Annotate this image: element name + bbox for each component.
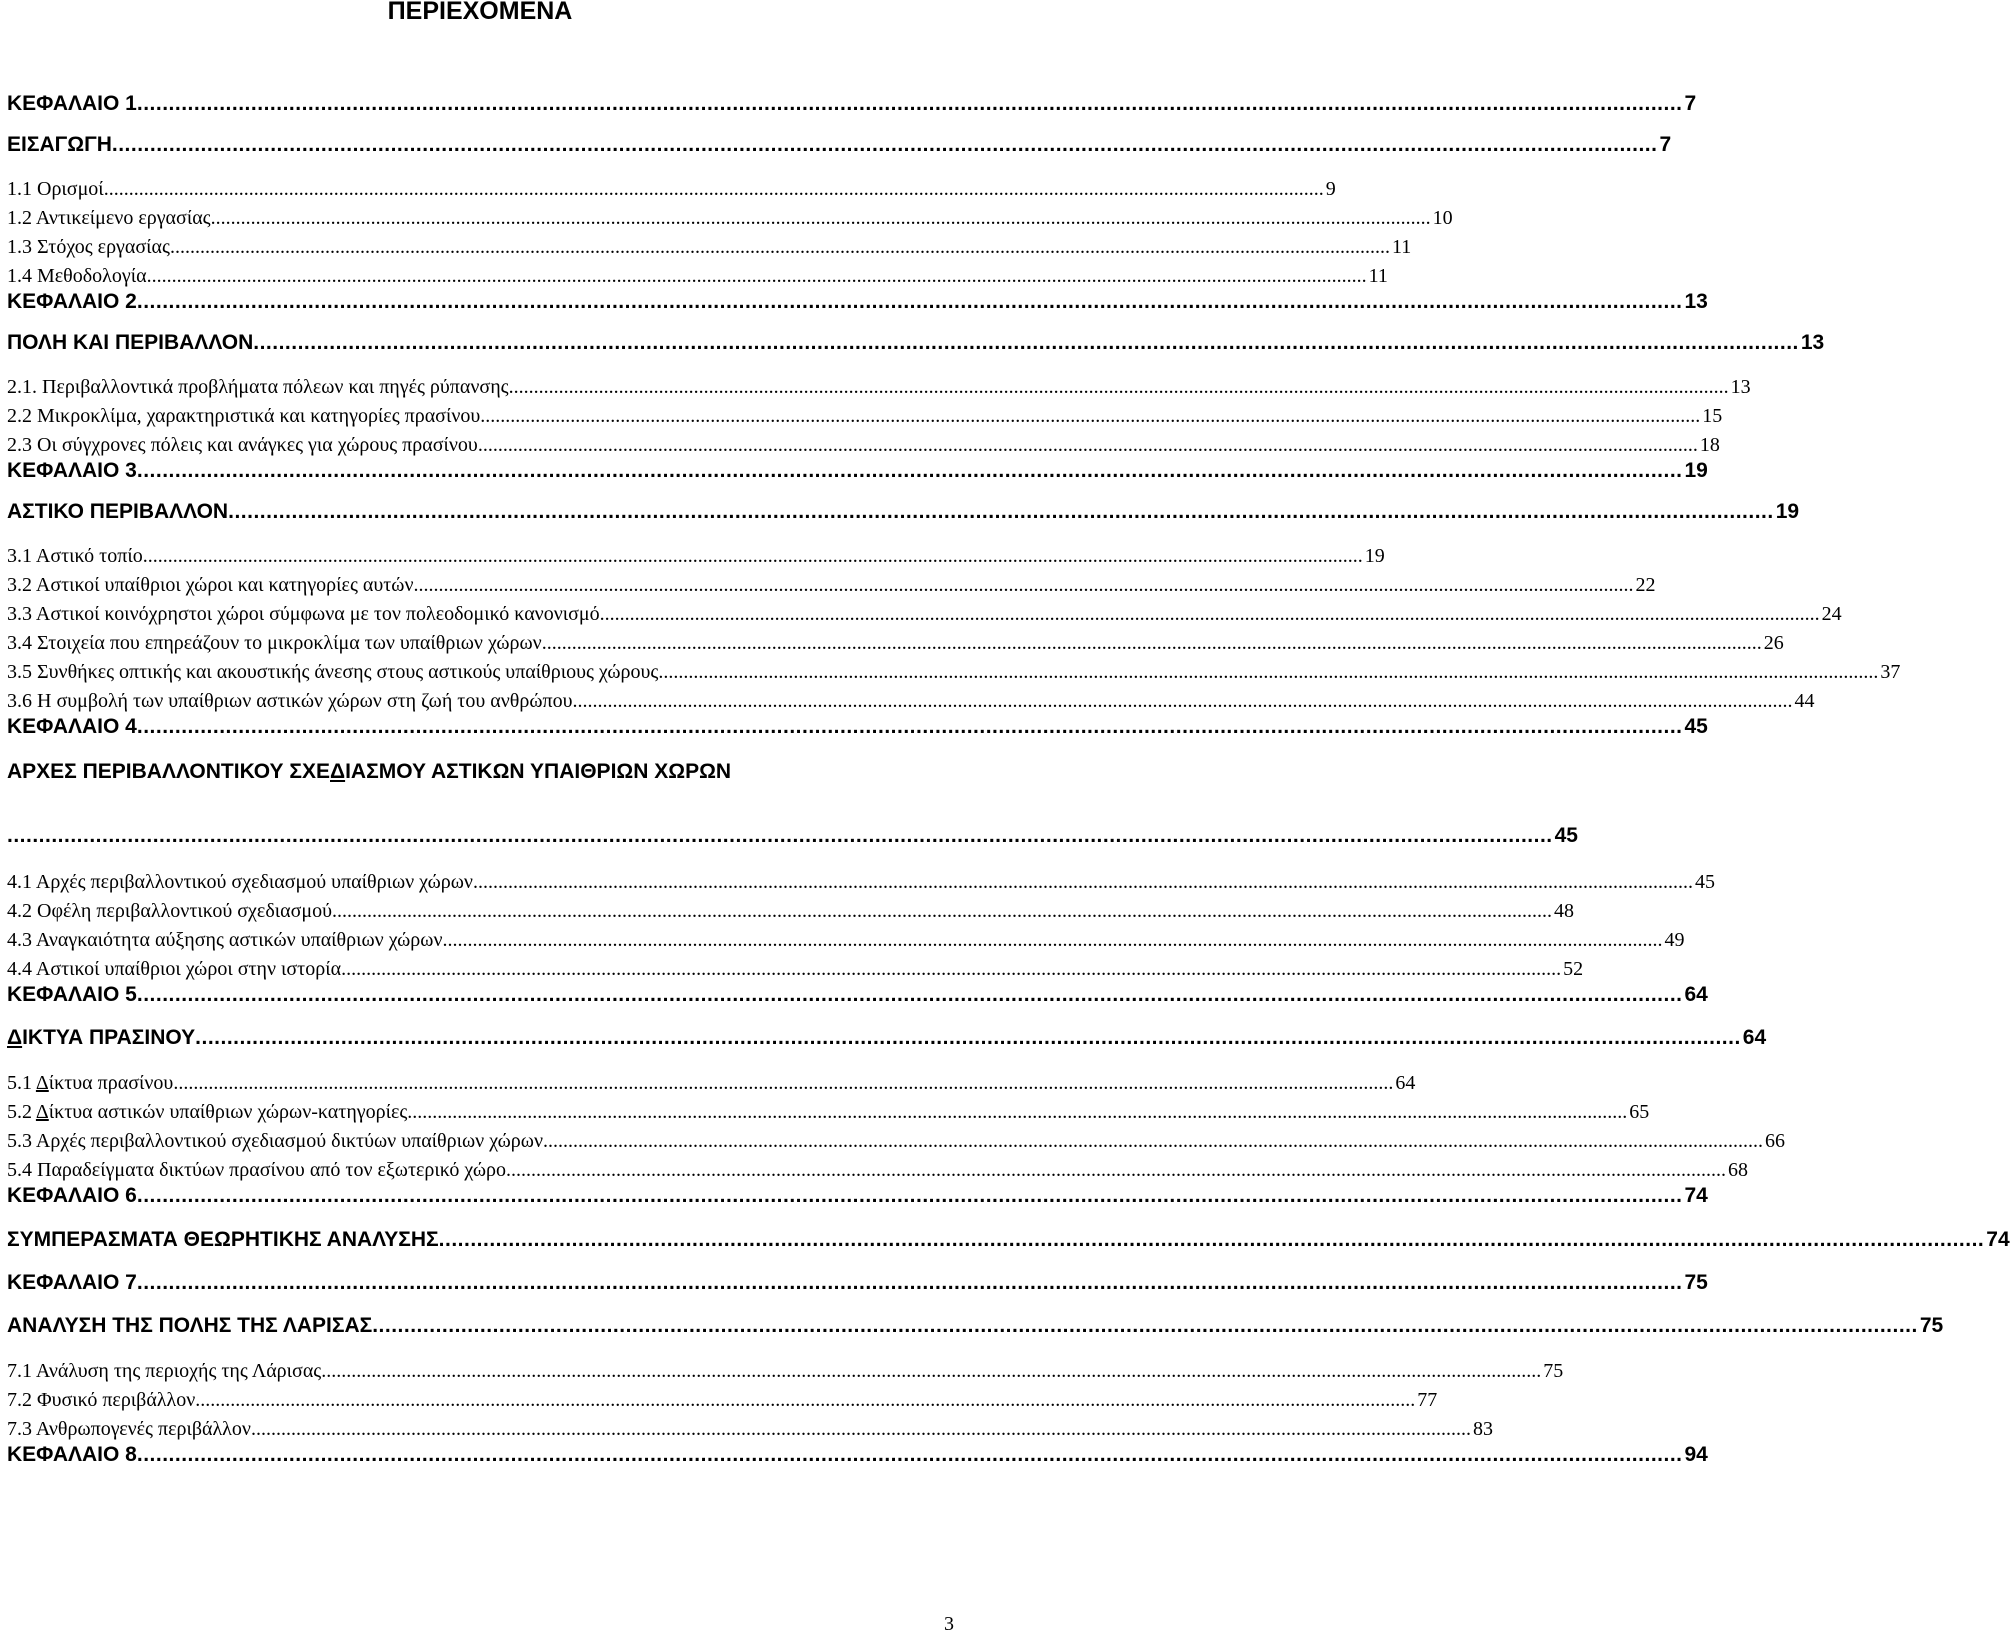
toc-entry-label: 7.3 Ανθρωπογενές περιβάλλον: [7, 1418, 251, 1440]
toc-entry-heading[interactable]: [7, 758, 934, 786]
toc-entry-page: 45: [1684, 715, 1708, 738]
toc-entry[interactable]: ΣΥΜΠΕΡΑΣΜΑΤΑ ΘΕΩΡΗΤΙΚΗΣ ΑΝΑΛΥΣΗΣ .................................................................................................................................................................................................................................................... 74: [7, 1226, 934, 1254]
toc-entry[interactable]: 1.1 Ορισμοί .................................................................................................................................................................................................................................................... 9: [7, 178, 1336, 200]
toc-entry-page: 52: [1563, 958, 1584, 980]
toc-entry-label: 3.5 Συνθήκες οπτικής και ακουστικής άνεσης στους αστικούς υπαίθριους χώρους: [7, 661, 659, 683]
toc-entry-label: 7.2 Φυσικό περιβάλλον: [7, 1389, 196, 1411]
toc-entry[interactable]: 5.2 Δίκτυα αστικών υπαίθριων χώρων-κατηγορίες .................................................................................................................................................................................................................................................... 65: [7, 1101, 1650, 1123]
toc-entry[interactable]: ΚΕΦΑΛΑΙΟ 8 .................................................................................................................................................................................................................................................... 94: [7, 1441, 934, 1469]
toc-entry[interactable]: 1.4 Μεθοδολογία .................................................................................................................................................................................................................................................... 11: [7, 265, 1388, 287]
toc-entry[interactable]: ΚΕΦΑΛΑΙΟ 7 .................................................................................................................................................................................................................................................... 75: [7, 1269, 934, 1297]
toc-entry-label: 5.2 Δίκτυα αστικών υπαίθριων χώρων-κατηγορίες: [7, 1101, 408, 1123]
toc-entry-page: 9: [1325, 178, 1336, 200]
toc-entry-page: 75: [1543, 1360, 1564, 1382]
toc-entry-page: 19: [1364, 545, 1385, 567]
toc-entry-page: 26: [1763, 632, 1784, 654]
toc-entry[interactable]: 3.5 Συνθήκες οπτικής και ακουστικής άνεσης στους αστικούς υπαίθριους χώρους .................................................................................................................................................................................................................................................... 37: [7, 661, 1901, 683]
toc-entry[interactable]: ΔΙΚΤΥΑ ΠΡΑΣΙΝΟΥ .................................................................................................................................................................................................................................................... 64: [7, 1024, 934, 1052]
toc-entry-page: 11: [1391, 236, 1412, 258]
toc-entry-label: ΣΥΜΠΕΡΑΣΜΑΤΑ ΘΕΩΡΗΤΙΚΗΣ ΑΝΑΛΥΣΗΣ: [7, 1228, 439, 1251]
toc-entry-label: 3.1 Αστικό τοπίο: [7, 545, 143, 567]
toc-entry-page: 74: [1684, 1184, 1708, 1207]
toc-entry-label: 2.3 Οι σύγχρονες πόλεις και ανάγκες για χώρους πρασίνου: [7, 434, 478, 456]
toc-entry[interactable]: ΑΝΑΛΥΣΗ ΤΗΣ ΠΟΛΗΣ ΤΗΣ ΛΑΡΙΣΑΣ .................................................................................................................................................................................................................................................... 75: [7, 1312, 934, 1340]
toc-entry-label: ΕΙΣΑΓΩΓΗ: [7, 133, 112, 156]
toc-entry-page: 19: [1684, 459, 1708, 482]
toc-entry-label: ΚΕΦΑΛΑΙΟ 3: [7, 459, 137, 482]
toc-entry-page: 13: [1684, 290, 1708, 313]
toc-entry[interactable]: ΚΕΦΑΛΑΙΟ 3 .................................................................................................................................................................................................................................................... 19: [7, 457, 934, 485]
toc-entry-page: 44: [1794, 690, 1815, 712]
toc-entry-page: 64: [1684, 983, 1708, 1006]
toc-entry-label: 2.1. Περιβαλλοντικά προβλήματα πόλεων και πηγές ρύπανσης: [7, 376, 509, 398]
toc-entry[interactable]: ΕΙΣΑΓΩΓΗ .................................................................................................................................................................................................................................................... 7: [7, 131, 934, 159]
toc-entry-label: 2.2 Μικροκλίμα, χαρακτηριστικά και κατηγορίες πρασίνου: [7, 405, 481, 427]
toc-entry[interactable]: ΚΕΦΑΛΑΙΟ 5 .................................................................................................................................................................................................................................................... 64: [7, 981, 934, 1009]
toc-entry-label: ΔΙΚΤΥΑ ΠΡΑΣΙΝΟΥ: [7, 1026, 196, 1049]
toc-entry[interactable]: 3.4 Στοιχεία που επηρεάζουν το μικροκλίμα των υπαίθριων χώρων .................................................................................................................................................................................................................................................... 26: [7, 632, 1784, 654]
toc-entry[interactable]: 2.3 Οι σύγχρονες πόλεις και ανάγκες για χώρους πρασίνου .................................................................................................................................................................................................................................................... 18: [7, 434, 1720, 456]
toc-entry-page: 10: [1432, 207, 1453, 229]
toc-entry[interactable]: 2.1. Περιβαλλοντικά προβλήματα πόλεων και πηγές ρύπανσης .................................................................................................................................................................................................................................................... 13: [7, 376, 1751, 398]
toc-entry-label: 1.2 Αντικείμενο εργασίας: [7, 207, 211, 229]
toc-entry-page: 74: [1986, 1228, 2010, 1251]
toc-entry[interactable]: 4.3 Αναγκαιότητα αύξησης αστικών υπαίθριων χώρων .................................................................................................................................................................................................................................................... 49: [7, 929, 1685, 951]
toc-entry-label: ΚΕΦΑΛΑΙΟ 6: [7, 1184, 137, 1207]
toc-entry[interactable]: 1.2 Αντικείμενο εργασίας .................................................................................................................................................................................................................................................... 10: [7, 207, 1453, 229]
toc-entry-page: 64: [1742, 1026, 1767, 1049]
toc-entry-label: 5.3 Αρχές περιβαλλοντικού σχεδιασμού δικτύων υπαίθριων χώρων: [7, 1130, 543, 1152]
toc-entry-page: 45: [1694, 871, 1715, 893]
toc-entry[interactable]: 5.4 Παραδείγματα δικτύων πρασίνου από τον εξωτερικό χώρο .................................................................................................................................................................................................................................................... 68: [7, 1159, 1748, 1181]
page-title: ΠΕΡΙΕΧΟΜΕΝΑ: [387, 0, 573, 25]
toc-entry-label: 3.2 Αστικοί υπαίθριοι χώροι και κατηγορίες αυτών: [7, 574, 414, 596]
toc-entry-label: 5.4 Παραδείγματα δικτύων πρασίνου από τον εξωτερικό χώρο: [7, 1159, 506, 1181]
toc-entry-page: 11: [1368, 265, 1388, 287]
toc-entry[interactable]: ΠΟΛΗ ΚΑΙ ΠΕΡΙΒΑΛΛΟΝ .................................................................................................................................................................................................................................................... 13: [7, 329, 934, 357]
toc-entry-label: 4.4 Αστικοί υπαίθριοι χώροι στην ιστορία: [7, 958, 342, 980]
toc-entry[interactable]: 4.2 Οφέλη περιβαλλοντικού σχεδιασμού .................................................................................................................................................................................................................................................... 48: [7, 900, 1575, 922]
toc-entry[interactable]: ΚΕΦΑΛΑΙΟ 6 .................................................................................................................................................................................................................................................... 74: [7, 1182, 934, 1210]
toc-entry-label: ΑΡΧΕΣ ΠΕΡΙΒΑΛΛΟΝΤΙΚΟΥ ΣΧΕΔΙΑΣΜΟΥ ΑΣΤΙΚΩΝ ΥΠΑΙΘΡΙΩΝ ΧΩΡΩΝ: [7, 760, 732, 783]
toc-entry-page: 64: [1395, 1072, 1416, 1094]
toc-entry-page: 83: [1472, 1418, 1493, 1440]
toc-entry-label: 3.6 Η συμβολή των υπαίθριων αστικών χώρων στη ζωή του ανθρώπου: [7, 690, 573, 712]
toc-entry-page: 75: [1919, 1314, 1944, 1337]
toc-entry-page: 18: [1699, 434, 1720, 456]
toc-entry-page: 45: [1554, 824, 1578, 847]
toc-entry-label: 1.1 Ορισμοί: [7, 178, 104, 200]
toc-entry-page: 66: [1765, 1130, 1785, 1152]
toc-entry[interactable]: 3.1 Αστικό τοπίο .................................................................................................................................................................................................................................................... 19: [7, 545, 1385, 567]
toc-entry[interactable]: ΚΕΦΑΛΑΙΟ 1 .................................................................................................................................................................................................................................................... 7: [7, 90, 934, 118]
toc-entry-page: 48: [1554, 900, 1575, 922]
toc-entry-label: ΑΝΑΛΥΣΗ ΤΗΣ ΠΟΛΗΣ ΤΗΣ ΛΑΡΙΣΑΣ: [7, 1314, 373, 1337]
toc-entry[interactable]: 3.3 Αστικοί κοινόχρηστοι χώροι σύμφωνα με τον πολεοδομικό κανονισμό .................................................................................................................................................................................................................................................... 24: [7, 603, 1842, 625]
toc-entry[interactable]: 7.2 Φυσικό περιβάλλον .................................................................................................................................................................................................................................................... 77: [7, 1389, 1438, 1411]
toc-entry-label: ΚΕΦΑΛΑΙΟ 7: [7, 1271, 137, 1294]
toc-entry-page: 7: [1684, 92, 1697, 115]
toc-entry-label: ΚΕΦΑΛΑΙΟ 1: [7, 92, 137, 115]
toc-entry[interactable]: 5.3 Αρχές περιβαλλοντικού σχεδιασμού δικτύων υπαίθριων χώρων .................................................................................................................................................................................................................................................... 66: [7, 1130, 1785, 1152]
toc-entry[interactable]: 3.6 Η συμβολή των υπαίθριων αστικών χώρων στη ζωή του ανθρώπου .................................................................................................................................................................................................................................................... 44: [7, 690, 1815, 712]
toc-entry[interactable]: 2.2 Μικροκλίμα, χαρακτηριστικά και κατηγορίες πρασίνου .................................................................................................................................................................................................................................................... 15: [7, 405, 1723, 427]
toc-entry-page: 94: [1684, 1443, 1708, 1466]
toc-entry-label: 4.2 Οφέλη περιβαλλοντικού σχεδιασμού: [7, 900, 333, 922]
toc-entry-label: ΚΕΦΑΛΑΙΟ 2: [7, 290, 137, 313]
toc-entry-page: 24: [1821, 603, 1842, 625]
toc-entry-page: 75: [1684, 1271, 1708, 1294]
toc-entry-label: ΚΕΦΑΛΑΙΟ 5: [7, 983, 137, 1006]
toc-entry[interactable]: 5.1 Δίκτυα πρασίνου .................................................................................................................................................................................................................................................... 64: [7, 1072, 1416, 1094]
toc-entry-label: ΚΕΦΑΛΑΙΟ 4: [7, 715, 137, 738]
toc-entry[interactable]: 7.1 Ανάλυση της περιοχής της Λάρισας .................................................................................................................................................................................................................................................... 75: [7, 1360, 1564, 1382]
toc-entry-page: 13: [1730, 376, 1751, 398]
toc-entry[interactable]: ΚΕΦΑΛΑΙΟ 4 .................................................................................................................................................................................................................................................... 45: [7, 713, 934, 741]
toc-entry[interactable]: 7.3 Ανθρωπογενές περιβάλλον .................................................................................................................................................................................................................................................... 83: [7, 1418, 1493, 1440]
toc-entry[interactable]: 4.1 Αρχές περιβαλλοντικού σχεδιασμού υπαίθριων χώρων .................................................................................................................................................................................................................................................... 45: [7, 871, 1715, 893]
toc-entry-label: 3.4 Στοιχεία που επηρεάζουν το μικροκλίμα των υπαίθριων χώρων: [7, 632, 542, 654]
toc-entry-label: 4.3 Αναγκαιότητα αύξησης αστικών υπαίθριων χώρων: [7, 929, 443, 951]
toc-entry-page: 49: [1664, 929, 1685, 951]
toc-entry-label: 7.1 Ανάλυση της περιοχής της Λάρισας: [7, 1360, 322, 1382]
toc-entry-page: 19: [1775, 500, 1800, 523]
toc-entry[interactable]: ΚΕΦΑΛΑΙΟ 2 .................................................................................................................................................................................................................................................... 13: [7, 288, 934, 316]
toc-entry-label: 1.4 Μεθοδολογία: [7, 265, 147, 287]
toc-entry-page: 37: [1880, 661, 1901, 683]
toc-entry[interactable]: 4.4 Αστικοί υπαίθριοι χώροι στην ιστορία .................................................................................................................................................................................................................................................... 52: [7, 958, 1584, 980]
toc-entry-page: 15: [1702, 405, 1723, 427]
toc-entry-page: 68: [1727, 1159, 1748, 1181]
toc-entry-label: 1.3 Στόχος εργασίας: [7, 236, 170, 258]
toc-entry[interactable]: ΑΣΤΙΚΟ ΠΕΡΙΒΑΛΛΟΝ .................................................................................................................................................................................................................................................... 19: [7, 498, 934, 526]
toc-entry-label: 5.1 Δίκτυα πρασίνου: [7, 1072, 174, 1094]
toc-entry-label: 3.3 Αστικοί κοινόχρηστοι χώροι σύμφωνα με τον πολεοδομικό κανονισμό: [7, 603, 600, 625]
toc-entry-label: ΠΟΛΗ ΚΑΙ ΠΕΡΙΒΑΛΛΟΝ: [7, 331, 254, 354]
toc-entry[interactable]: .................................................................................................................................................................................................................................................... 45: [7, 822, 934, 850]
toc-entry[interactable]: 1.3 Στόχος εργασίας .................................................................................................................................................................................................................................................... 11: [7, 236, 1412, 258]
toc-entry-label: ΑΣΤΙΚΟ ΠΕΡΙΒΑΛΛΟΝ: [7, 500, 229, 523]
page-number: 3: [944, 1613, 954, 1635]
toc-entry-page: 65: [1629, 1101, 1650, 1123]
toc-entry-label: 4.1 Αρχές περιβαλλοντικού σχεδιασμού υπαίθριων χώρων: [7, 871, 473, 893]
toc-entry-page: 13: [1800, 331, 1825, 354]
toc-entry-page: 22: [1635, 574, 1656, 596]
toc-entry[interactable]: 3.2 Αστικοί υπαίθριοι χώροι και κατηγορίες αυτών .................................................................................................................................................................................................................................................... 22: [7, 574, 1656, 596]
toc-entry-label: ΚΕΦΑΛΑΙΟ 8: [7, 1443, 137, 1466]
toc-entry-page: 77: [1417, 1389, 1438, 1411]
toc-entry-page: 7: [1659, 133, 1672, 156]
